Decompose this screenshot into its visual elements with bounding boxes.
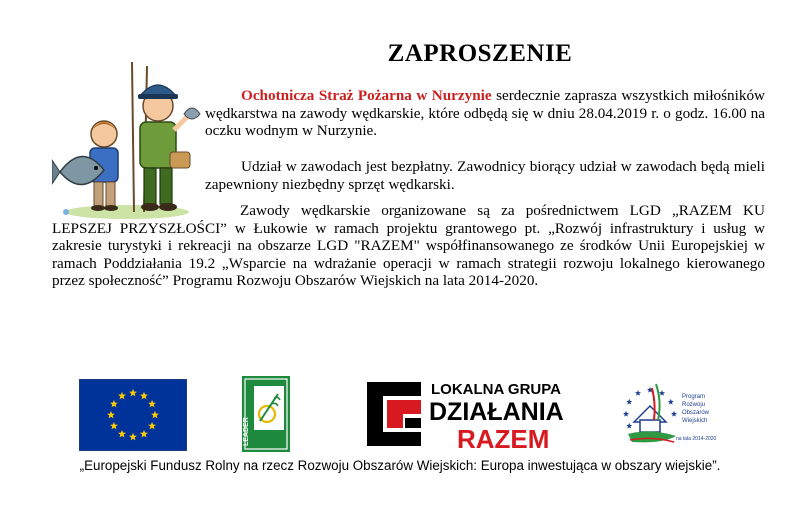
svg-text:Rozwoju: Rozwoju [682,402,706,408]
svg-text:Program: Program [682,394,706,400]
participation-paragraph [205,158,765,193]
eu-flag-logo [79,379,187,451]
svg-text:Wiejskich: Wiejskich [682,418,708,424]
fishermen-illustration [52,52,202,222]
svg-text:RAZEM: RAZEM [457,424,550,454]
svg-text:LOKALNA GRUPA: LOKALNA GRUPA [431,381,561,398]
star-icon [626,423,632,429]
star-icon [671,411,677,417]
star-icon [668,399,674,405]
leader-logo [242,376,290,452]
intro-paragraph [205,87,765,140]
page-title: ZAPROSZENIE [387,40,573,67]
organizer-name: Ochotnicza Straż Pożarna w Nurzynie [241,87,492,104]
intro-text: serdecznie zaprasza wszystkich miłośników wędkarstwa na zawody wędkarskie, które odbędą się w dniu 28.04.2019 r. o godz. 16.00 na oczku wodnym w Nurzynie. [205,87,766,140]
star-icon [659,390,665,396]
funding-footer: „Europejski Fundusz Rolny na rzecz Rozwoju Obszarów Wiejskich: Europa inwestująca w obszary wiejskie”. [79,458,721,473]
funding-text: Zawody wędkarskie organizowane są za pośrednictwem LGD „RAZEM KU LEPSZEJ PRZYSZŁOŚCI” w Łukowie w ramach projektu grantowego pt. „Rozwój infrastruktury i usług w zakresie turystyki i rekreacji na obszarze LGD "RAZEM" współfinansowanego ze środków Unii Europejskiej w ramach Poddziałania 19.2 „Wsparcie na wdrażanie operacji w ramach strategii rozwoju lokalnego kierowanego przez społeczność” Programu Rozwoju Obszarów Wiejskich na lata 2014-2020. [52,202,765,290]
logos-row [0,372,800,452]
funding-paragraph [52,202,765,290]
svg-text:DZIAŁANIA: DZIAŁANIA [429,398,564,426]
star-icon [626,399,632,405]
star-icon [635,390,641,396]
svg-text:LEADER: LEADER [243,417,250,446]
lgd-razem-logo [365,374,577,454]
svg-text:Obszarów: Obszarów [682,410,710,416]
svg-text:na lata 2014-2020: na lata 2014-2020 [676,436,717,442]
participation-text: Udział w zawodach jest bezpłatny. Zawodnicy biorący udział w zawodach będą mieli zapewniony niezbędny sprzęt wędkarski. [205,158,765,193]
prow-logo [622,374,746,454]
star-icon [623,411,629,417]
